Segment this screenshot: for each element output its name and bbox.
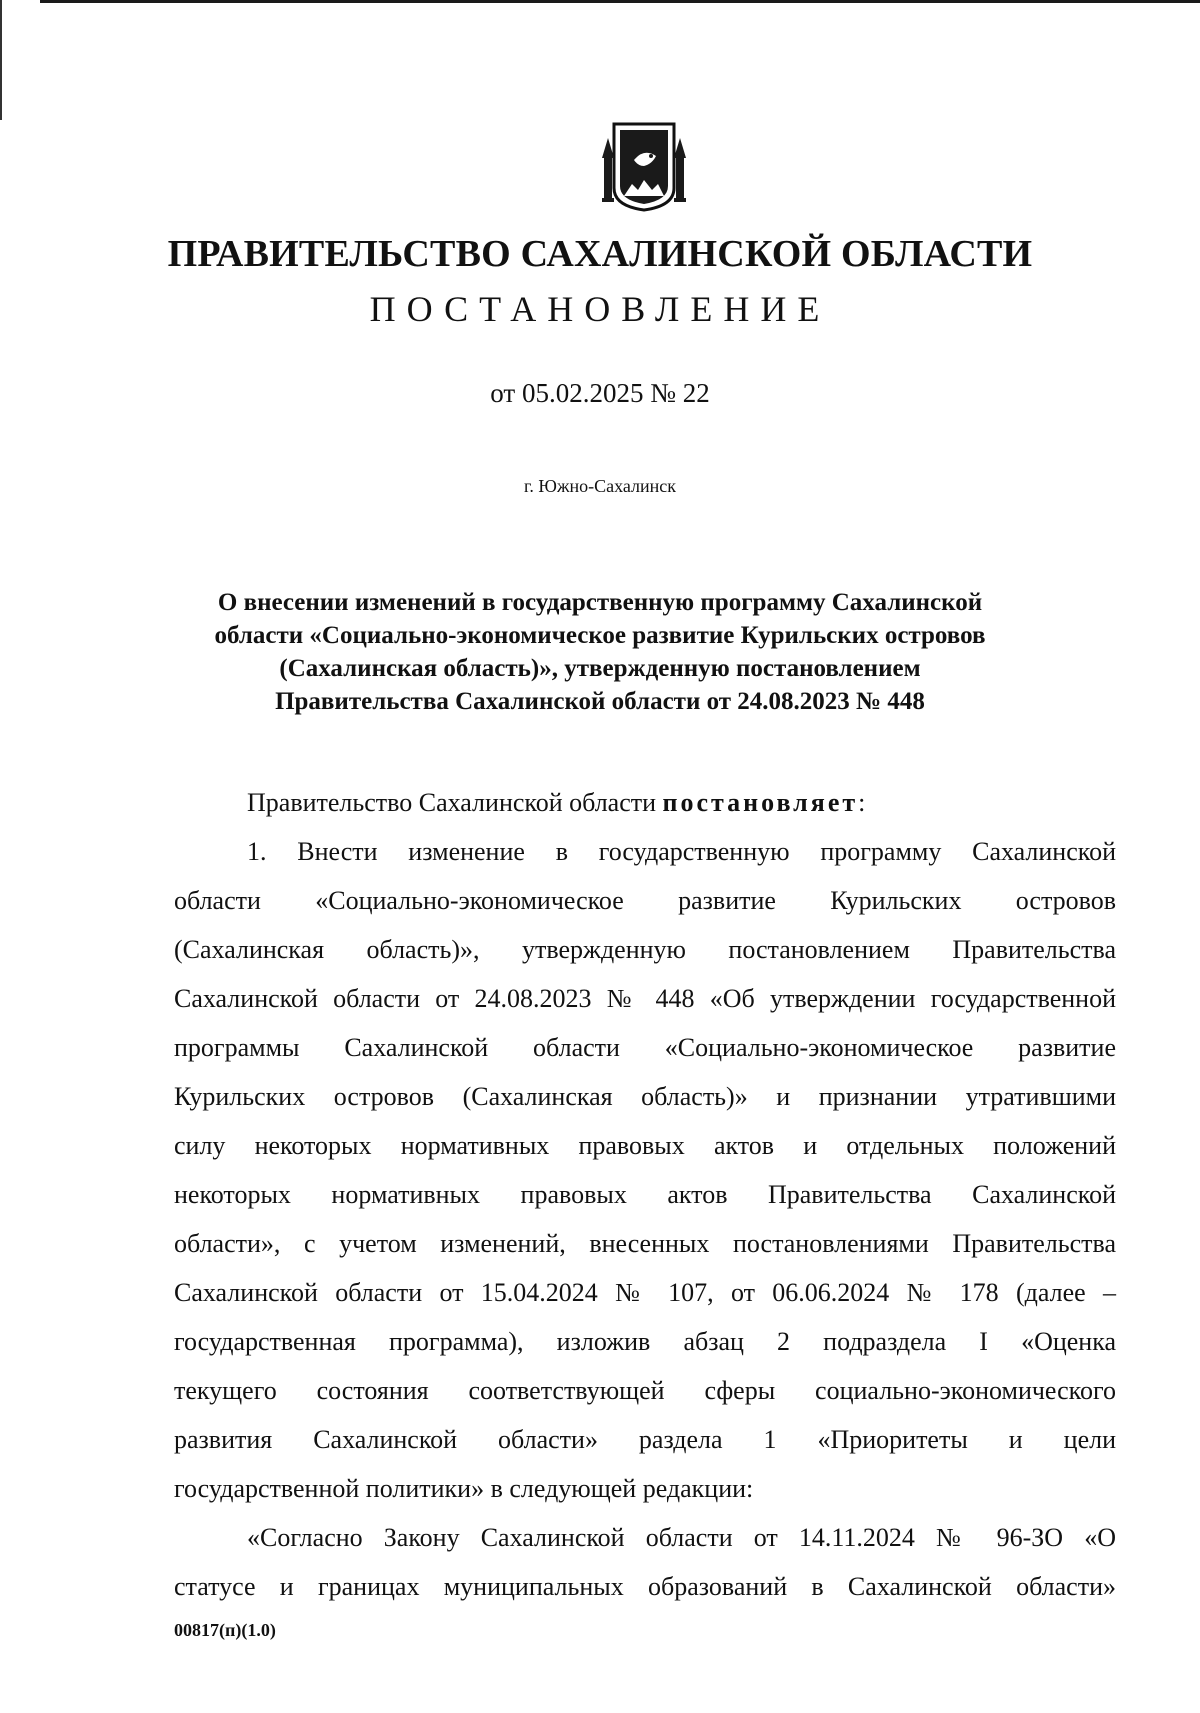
- subject-line: (Сахалинская область)», утвержденную постановлением: [279, 655, 921, 682]
- scan-edge-left: [0, 0, 2, 120]
- body-intro: [174, 778, 1116, 827]
- document-subject: [150, 586, 1050, 718]
- body-line: Сахалинской области от 24.08.2023 № 448 «Об утверждении государственной: [174, 984, 1116, 1013]
- body-line: Сахалинской области от 15.04.2024 № 107, от 06.06.2024 № 178 (далее –: [174, 1278, 1116, 1307]
- body-line: области «Социально-экономическое развитие Курильских островов: [174, 886, 1116, 915]
- intro-suffix: :: [858, 788, 866, 817]
- document-body: [174, 778, 1116, 1611]
- subject-line: Правительства Сахалинской области от 24.08.2023 № 448: [275, 688, 925, 715]
- body-line: статусе и границах муниципальных образований в Сахалинской области»: [174, 1572, 1116, 1601]
- body-line: программы Сахалинской области «Социально-экономическое развитие: [174, 1033, 1116, 1062]
- government-title: ПРАВИТЕЛЬСТВО САХАЛИНСКОЙ ОБЛАСТИ: [167, 233, 1033, 275]
- body-line: текущего состояния соответствующей сферы социально-экономического: [174, 1376, 1116, 1405]
- intro-prefix: Правительство Сахалинской области: [247, 788, 663, 817]
- body-line: «Согласно Закону Сахалинской области от 14.11.2024 № 96-ЗО «О: [247, 1523, 1116, 1552]
- body-line: Курильских островов (Сахалинская область)» и признании утратившими: [174, 1082, 1116, 1111]
- body-line: государственная программа), изложив абзац 2 подраздела I «Оценка: [174, 1327, 1116, 1356]
- body-line: некоторых нормативных правовых актов Правительства Сахалинской: [174, 1180, 1116, 1209]
- document-city: г. Южно-Сахалинск: [523, 476, 677, 496]
- body-line: области», с учетом изменений, внесенных постановлениями Правительства: [174, 1229, 1116, 1258]
- body-line: силу некоторых нормативных правовых актов и отдельных положений: [174, 1131, 1116, 1160]
- body-line: развития Сахалинской области» раздела 1 «Приоритеты и цели: [174, 1425, 1116, 1454]
- document-date-number: от 05.02.2025 № 22: [490, 378, 710, 408]
- footer-form-code: 00817(п)(1.0): [174, 1620, 276, 1640]
- coat-of-arms-icon: [596, 118, 692, 214]
- scan-edge-top: [40, 0, 1200, 3]
- body-line: (Сахалинская область)», утвержденную постановлением Правительства: [174, 935, 1116, 964]
- subject-line: области «Социально-экономическое развитие Курильских островов: [214, 622, 986, 649]
- document-type: ПОСТАНОВЛЕНИЕ: [369, 289, 831, 329]
- body-line: 1. Внести изменение в государственную программу Сахалинской: [247, 837, 1116, 866]
- intro-emphasis: постановляет: [662, 788, 859, 817]
- body-line: государственной политики» в следующей редакции:: [174, 1474, 754, 1503]
- subject-line: О внесении изменений в государственную программу Сахалинской: [217, 589, 983, 616]
